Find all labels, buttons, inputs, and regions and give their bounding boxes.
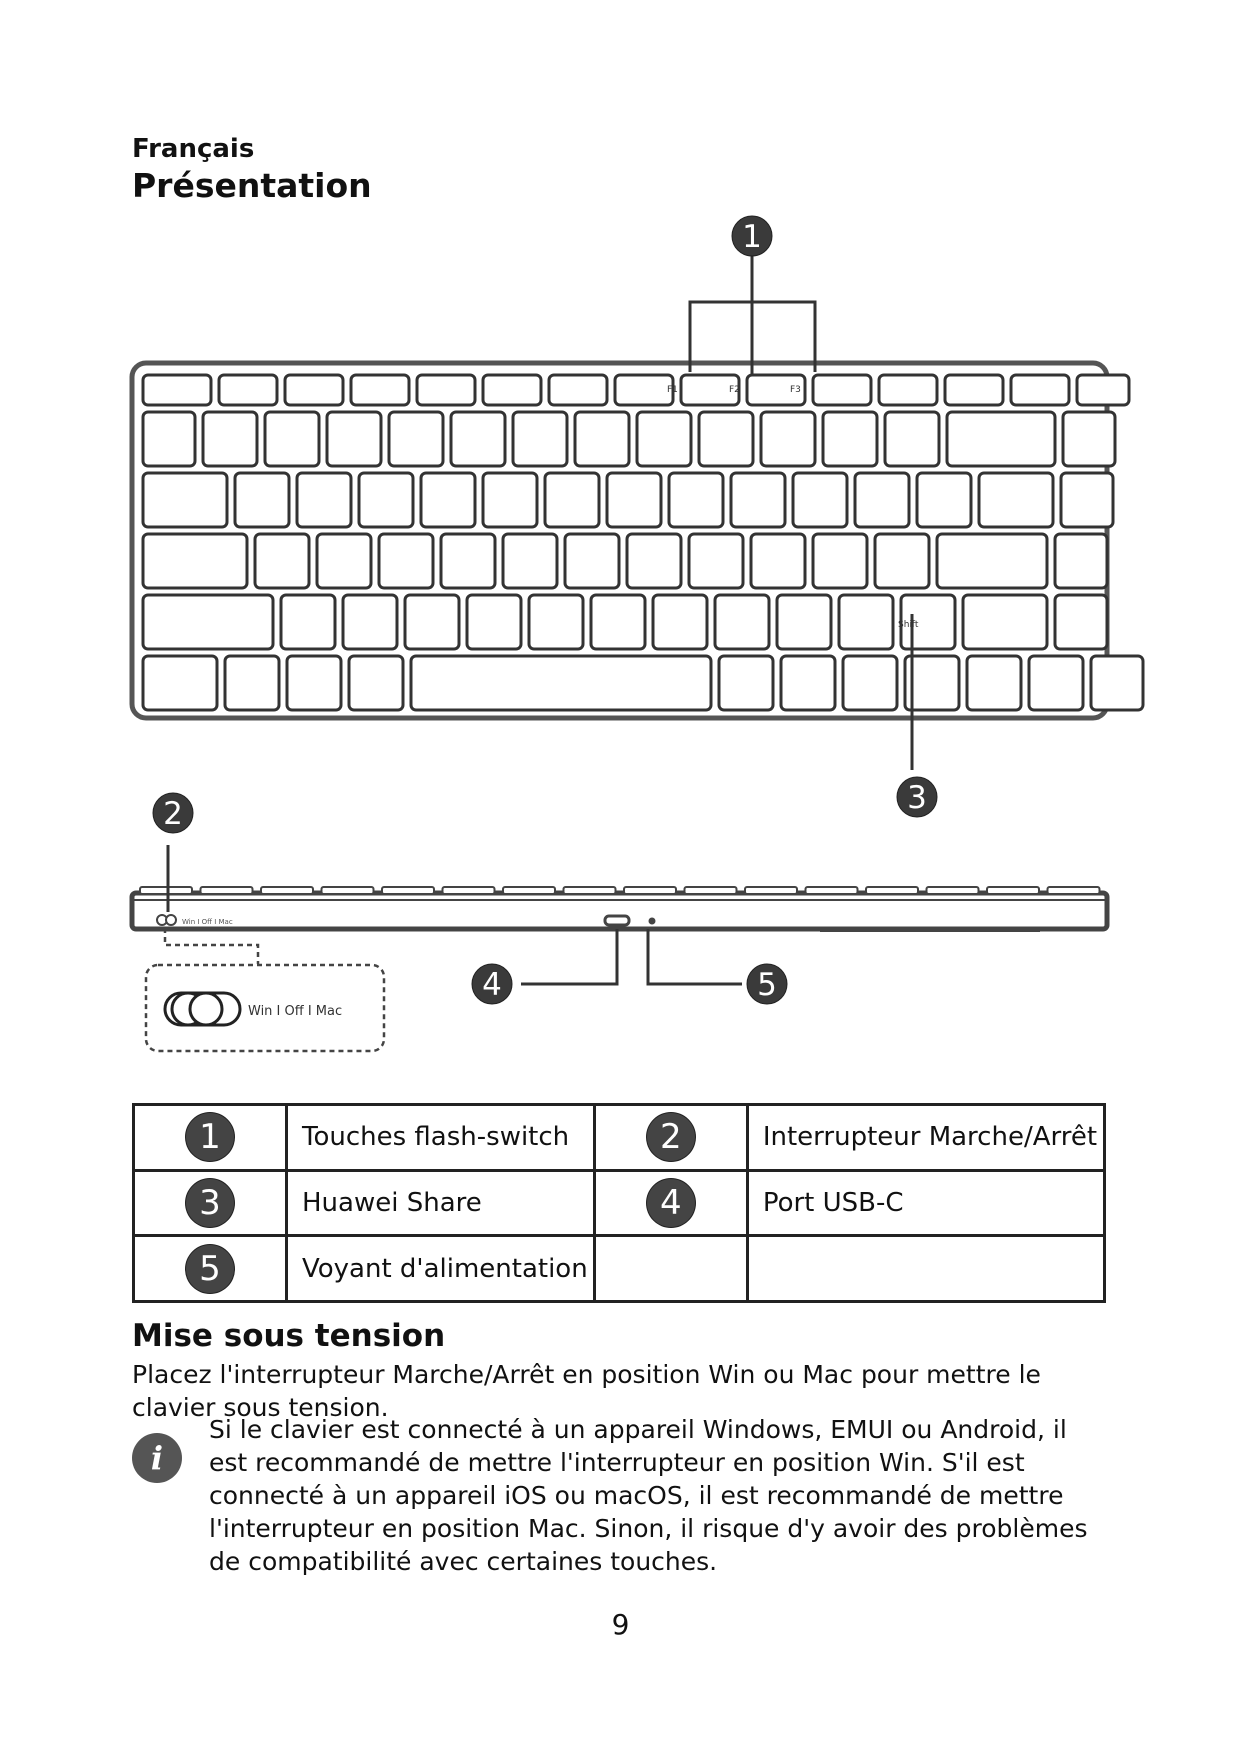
keyboard-key xyxy=(719,656,773,710)
keyboard-key xyxy=(947,412,1055,466)
legend-label-cell: Interrupteur Marche/Arrêt xyxy=(747,1105,1104,1171)
keyboard-key xyxy=(441,534,495,588)
legend-badge: 1 xyxy=(186,1113,234,1161)
side-key-bump xyxy=(140,887,192,894)
keyboard-key xyxy=(715,595,769,649)
svg-text:3: 3 xyxy=(907,780,927,816)
keyboard-key xyxy=(781,656,835,710)
usb-c-port xyxy=(605,916,629,925)
keyboard-key xyxy=(143,375,211,405)
keyboard-key xyxy=(1061,473,1113,527)
side-key-bump xyxy=(987,887,1039,894)
legend-number-cell xyxy=(134,1170,287,1236)
keyboard-key xyxy=(143,534,247,588)
keyboard-key xyxy=(513,412,567,466)
keyboard-key xyxy=(1055,534,1107,588)
power-indicator xyxy=(650,919,654,923)
keyboard-key xyxy=(591,595,645,649)
legend-number-cell xyxy=(594,1170,747,1236)
keyboard-key xyxy=(143,595,273,649)
keyboard-keys xyxy=(143,375,1143,710)
side-key-bump xyxy=(866,887,918,894)
legend-badge: 2 xyxy=(647,1113,695,1161)
keyboard-key xyxy=(1029,656,1083,710)
keyboard-key xyxy=(143,412,195,466)
keyboard-key xyxy=(529,595,583,649)
keyboard-key xyxy=(565,534,619,588)
keyboard-key xyxy=(285,375,343,405)
legend-row xyxy=(134,1170,1105,1236)
legend-row xyxy=(134,1236,1105,1302)
legend-label-cell xyxy=(747,1236,1104,1302)
keyboard-key xyxy=(297,473,351,527)
flash-key-label-1: F1 xyxy=(667,385,678,395)
callout-3 xyxy=(897,777,937,817)
keyboard-key xyxy=(1011,375,1069,405)
section-paragraph: Placez l'interrupteur Marche/Arrêt en position Win ou Mac pour mettre le clavier sous tension. xyxy=(132,1360,1041,1422)
keyboard-key xyxy=(503,534,557,588)
keyboard-key xyxy=(411,656,711,710)
info-icon: i xyxy=(132,1433,182,1483)
keyboard-key xyxy=(349,656,403,710)
legend-label-cell: Voyant d'alimentation xyxy=(287,1236,595,1302)
switch-toggle-icon xyxy=(165,993,240,1025)
side-key-bump xyxy=(201,887,253,894)
keyboard-key xyxy=(979,473,1053,527)
keyboard-key xyxy=(637,412,691,466)
keyboard-key xyxy=(265,412,319,466)
keyboard-key xyxy=(287,656,341,710)
keyboard-key xyxy=(813,375,871,405)
page-number: 9 xyxy=(611,1608,630,1641)
keyboard-key xyxy=(875,534,929,588)
keyboard-side-view xyxy=(132,887,1107,930)
keyboard-key xyxy=(451,412,505,466)
keyboard-key xyxy=(843,656,897,710)
side-key-bump xyxy=(382,887,434,894)
keyboard-key xyxy=(1055,595,1107,649)
keyboard-key xyxy=(575,412,629,466)
svg-text:5: 5 xyxy=(757,967,777,1003)
keyboard-key xyxy=(627,534,681,588)
keyboard-key xyxy=(235,473,289,527)
compatibility-note: Si le clavier est connecté à un appareil Windows, EMUI ou Android, il est recommandé de mettre l'interrupteur en position Win. S'il est connecté à un appareil iOS ou macOS, il est recommandé de mettre l'interrupteur en position Mac. Sinon, il risque d'y avoir des problèmes de compatibilité avec certaines touches. xyxy=(209,1415,1088,1576)
legend-badge: 5 xyxy=(186,1245,234,1293)
keyboard-key xyxy=(967,656,1021,710)
side-key-bump xyxy=(443,887,495,894)
keyboard-key xyxy=(669,473,723,527)
side-key-bump xyxy=(685,887,737,894)
keyboard-key xyxy=(917,473,971,527)
keyboard-key xyxy=(219,375,277,405)
keyboard-key xyxy=(855,473,909,527)
keyboard-key xyxy=(421,473,475,527)
legend-number-cell xyxy=(134,1105,287,1171)
callout-4 xyxy=(472,964,512,1004)
keyboard-key xyxy=(699,412,753,466)
keyboard-key xyxy=(389,412,443,466)
keyboard-key xyxy=(793,473,847,527)
keyboard-key xyxy=(143,656,217,710)
page-title: Présentation xyxy=(132,166,372,205)
legend-number-cell xyxy=(594,1105,747,1171)
keyboard-key xyxy=(225,656,279,710)
keyboard-key xyxy=(379,534,433,588)
side-key-bump xyxy=(624,887,676,894)
keyboard-key xyxy=(761,412,815,466)
huawei-share-key-label: Shift xyxy=(898,620,919,630)
power-switch-mini xyxy=(157,915,176,925)
keyboard-key xyxy=(615,375,673,405)
keyboard-key xyxy=(467,595,521,649)
keyboard-key xyxy=(281,595,335,649)
legend-label-cell: Huawei Share xyxy=(287,1170,595,1236)
port-callout-lines xyxy=(521,929,742,984)
legend-table xyxy=(132,1103,1106,1303)
callout-1 xyxy=(732,216,772,256)
flash-key-label-2: F2 xyxy=(729,385,740,395)
keyboard-key xyxy=(777,595,831,649)
side-key-bump xyxy=(745,887,797,894)
switch-detail-box xyxy=(146,928,384,1051)
keyboard-key xyxy=(937,534,1047,588)
keyboard-key xyxy=(327,412,381,466)
keyboard-key xyxy=(1063,412,1115,466)
side-key-bump xyxy=(322,887,374,894)
keyboard-key xyxy=(1091,656,1143,710)
keyboard-key xyxy=(839,595,893,649)
callout-5 xyxy=(747,964,787,1004)
flash-key-label-3: F3 xyxy=(790,385,801,395)
side-key-bump xyxy=(1048,887,1100,894)
keyboard-key xyxy=(359,473,413,527)
side-key-bump xyxy=(806,887,858,894)
svg-text:4: 4 xyxy=(482,967,502,1003)
side-key-bump xyxy=(564,887,616,894)
legend-label-cell: Port USB-C xyxy=(747,1170,1104,1236)
keyboard-key xyxy=(203,412,257,466)
keyboard-key xyxy=(885,412,939,466)
legend-badge: 4 xyxy=(647,1179,695,1227)
keyboard-key xyxy=(1077,375,1129,405)
switch-position-label: Win I Off I Mac xyxy=(248,1004,343,1019)
keyboard-key xyxy=(653,595,707,649)
svg-text:2: 2 xyxy=(163,796,183,832)
keyboard-key xyxy=(483,473,537,527)
keyboard-key xyxy=(317,534,371,588)
power-mini-label: Win I Off I Mac xyxy=(182,918,233,926)
keyboard-key xyxy=(483,375,541,405)
keyboard-key xyxy=(143,473,227,527)
language-label: Français xyxy=(132,134,255,164)
legend-badge: 3 xyxy=(186,1179,234,1227)
side-key-bump xyxy=(503,887,555,894)
side-key-bump xyxy=(927,887,979,894)
svg-text:1: 1 xyxy=(742,219,762,255)
keyboard-key xyxy=(351,375,409,405)
keyboard-key xyxy=(607,473,661,527)
keyboard-key xyxy=(545,473,599,527)
keyboard-key xyxy=(255,534,309,588)
section-title: Mise sous tension xyxy=(132,1318,446,1354)
legend-number-cell xyxy=(134,1236,287,1302)
keyboard-key xyxy=(879,375,937,405)
legend-label-cell: Touches flash-switch xyxy=(287,1105,595,1171)
side-key-bump xyxy=(261,887,313,894)
keyboard-key xyxy=(823,412,877,466)
keyboard-key xyxy=(549,375,607,405)
keyboard-key xyxy=(417,375,475,405)
keyboard-key xyxy=(813,534,867,588)
legend-number-cell xyxy=(594,1236,747,1302)
callout-2 xyxy=(153,793,193,833)
keyboard-key xyxy=(731,473,785,527)
keyboard-top-view xyxy=(132,363,1143,718)
flash-switch-callout-lines xyxy=(690,250,815,374)
keyboard-key xyxy=(963,595,1047,649)
keyboard-key xyxy=(751,534,805,588)
keyboard-key xyxy=(689,534,743,588)
keyboard-key xyxy=(405,595,459,649)
legend-row xyxy=(134,1105,1105,1171)
keyboard-key xyxy=(945,375,1003,405)
keyboard-key xyxy=(343,595,397,649)
